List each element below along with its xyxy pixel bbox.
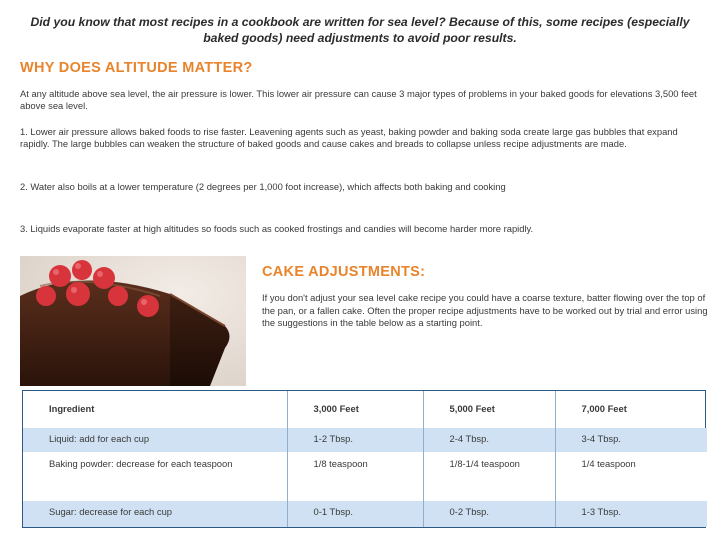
table-header-row (23, 391, 707, 428)
table-cell: 1-2 Tbsp. (287, 428, 423, 452)
table-cell: Sugar: decrease for each cup (23, 501, 287, 527)
header-7000-feet: 7,000 Feet (555, 391, 707, 428)
why-paragraph-2: 2. Water also boils at a lower temperature (2 degrees per 1,000 foot increase), which affects both baking and cooking (20, 181, 506, 192)
why-paragraph-intro: At any altitude above sea level, the air pressure is lower. This lower air pressure can cause 3 major types of problems in your baked goods for elevations 3,500 feet above sea level. (20, 88, 697, 112)
header-5000-feet: 5,000 Feet (423, 391, 555, 428)
cake-adjustments-text: If you don't adjust your sea level cake recipe you could have a coarse texture, batter flowing over the top of the pan, or a fallen cake. Often the proper recipe adjustments have to be worked out by trial and error using the suggestions in the table below as a starting point. (262, 292, 708, 329)
table-cell: 0-2 Tbsp. (423, 501, 555, 527)
table-cell: 1/4 teaspoon (555, 452, 707, 500)
table-cell: 1-3 Tbsp. (555, 501, 707, 527)
why-paragraph-3: 3. Liquids evaporate faster at high altitudes so foods such as cooked frostings and candies will become harder more rapidly. (20, 223, 534, 234)
why-altitude-heading: WHY DOES ALTITUDE MATTER? (20, 60, 253, 76)
header-ingredient: Ingredient (49, 403, 95, 414)
table-row (23, 452, 707, 500)
table-cell: 3-4 Tbsp. (555, 428, 707, 452)
header-3000-feet: 3,000 Feet (287, 391, 423, 428)
altitude-adjustment-table (22, 390, 706, 528)
table-cell: 1/8-1/4 teaspoon (423, 452, 555, 500)
table-cell: Baking powder: decrease for each teaspoon (23, 452, 287, 500)
table-cell: 1/8 teaspoon (287, 452, 423, 500)
table-cell: 0-1 Tbsp. (287, 501, 423, 527)
table-cell: 2-4 Tbsp. (423, 428, 555, 452)
table-cell: Liquid: add for each cup (23, 428, 287, 452)
cake-adjustments-heading: CAKE ADJUSTMENTS: (262, 264, 426, 280)
table-row (23, 501, 707, 527)
intro-text: Did you know that most recipes in a cookbook are written for sea level? Because of this, some recipes (especially baked goods) need adjustments to avoid poor results. (30, 15, 690, 45)
why-paragraph-1: 1. Lower air pressure allows baked foods to rise faster. Leavening agents such as yeast, baking powder and baking soda create large gas bubbles that expand rapidly. The large bubbles can weaken the structure of baked goods and cause cakes and breads to collapse unless recipe adjustments are made. (20, 126, 678, 150)
chocolate-cake-photo (20, 256, 246, 386)
table-row (23, 428, 707, 452)
